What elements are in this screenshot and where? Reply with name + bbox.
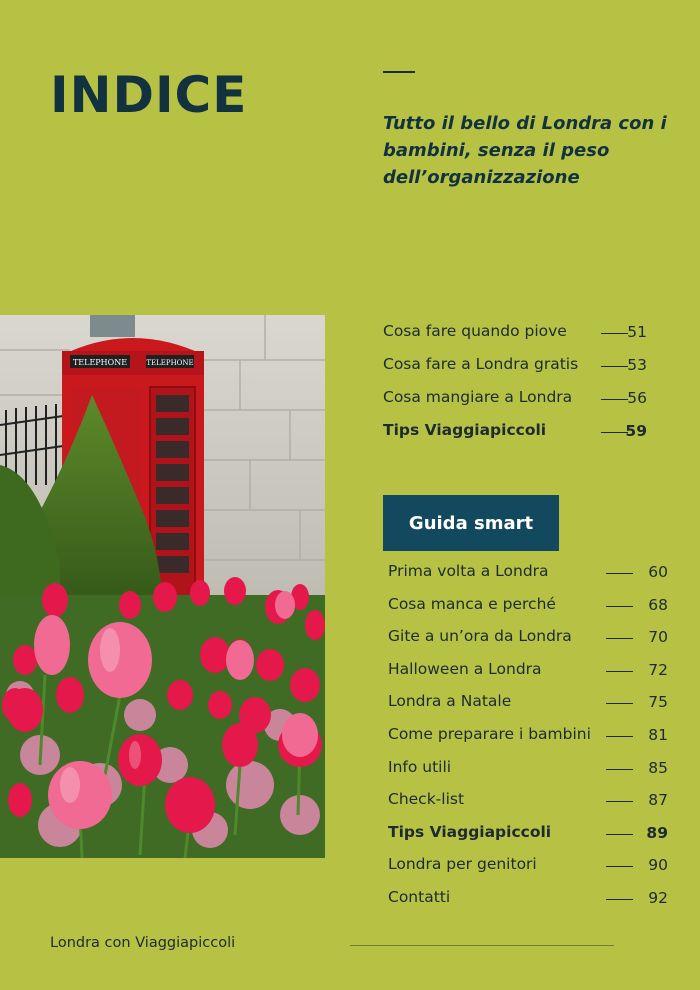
footer-brand: Londra con Viaggiapiccoli: [50, 935, 236, 951]
toc-entry-label: Prima volta a Londra: [388, 562, 549, 580]
toc-entry-page: 60: [648, 563, 668, 581]
toc-entry-page: 90: [648, 856, 668, 874]
toc-leader-dash: [606, 801, 633, 802]
toc-entry-label: Gite a un’ora da Londra: [388, 627, 572, 645]
toc-entry-highlight[interactable]: [388, 819, 670, 849]
toc-entry-page: 72: [648, 661, 668, 679]
toc-entry-label: Cosa manca e perché: [388, 595, 556, 613]
page-title: INDICE: [50, 66, 248, 124]
toc-entry[interactable]: [388, 721, 670, 751]
toc-entry-label: Contatti: [388, 888, 451, 906]
section-heading-guida-smart: Guida smart: [383, 495, 559, 551]
toc-entry-label: Halloween a Londra: [388, 660, 542, 678]
toc-entry-page: 85: [648, 759, 668, 777]
toc-entry-page: 87: [648, 791, 668, 809]
toc-entry-page: 75: [648, 693, 668, 711]
toc-entry-label: Londra a Natale: [388, 692, 512, 710]
toc-entry-page: 81: [648, 726, 668, 744]
telephone-sign-left: TELEPHONE: [72, 358, 128, 367]
toc-entry-label: Tips Viaggiapiccoli: [388, 823, 552, 841]
toc-leader-dash: [606, 769, 633, 770]
toc-entry[interactable]: [388, 558, 670, 588]
toc-entry-label: Check-list: [388, 790, 465, 808]
toc-entry-label: Cosa mangiare a Londra: [383, 388, 573, 406]
telephone-box-tulips-photo: [0, 315, 325, 858]
telephone-sign-right: TELEPHONE: [146, 359, 194, 367]
toc-leader-dash: [606, 671, 633, 672]
toc-leader-dash: [606, 866, 633, 867]
toc-entry[interactable]: [383, 318, 665, 348]
toc-entry-page: 53: [627, 356, 647, 374]
toc-leader-dash: [606, 899, 633, 900]
toc-entry-label: Cosa fare a Londra gratis: [383, 355, 579, 373]
toc-entry-page: 68: [648, 596, 668, 614]
toc-entry-label: Londra per genitori: [388, 855, 537, 873]
toc-entry[interactable]: [388, 623, 670, 653]
toc-leader-dash: [606, 703, 633, 704]
toc-entry-page: 70: [648, 628, 668, 646]
toc-entry[interactable]: [388, 591, 670, 621]
toc-entry[interactable]: [383, 384, 665, 414]
toc-entry-page: 89: [646, 824, 668, 842]
toc-entry-label: Cosa fare quando piove: [383, 322, 567, 340]
decorative-dash: [383, 71, 415, 73]
toc-entry-page: 59: [625, 422, 647, 440]
toc-entry-page: 92: [648, 889, 668, 907]
toc-leader-dash: [606, 606, 633, 607]
toc-entry[interactable]: [388, 884, 670, 914]
toc-leader-dash: [606, 736, 633, 737]
toc-entry-page: 51: [627, 323, 647, 341]
toc-entry[interactable]: [383, 351, 665, 381]
toc-entry-label: Come preparare i bambini: [388, 725, 591, 743]
toc-entry[interactable]: [388, 754, 670, 784]
toc-entry[interactable]: [388, 851, 670, 881]
footer-divider: [350, 945, 614, 946]
toc-entry[interactable]: [388, 656, 670, 686]
toc-entry-page: 56: [627, 389, 647, 407]
toc-entry-highlight[interactable]: [383, 417, 665, 447]
toc-leader-dash: [606, 638, 633, 639]
toc-entry[interactable]: [388, 688, 670, 718]
toc-entry-label: Info utili: [388, 758, 452, 776]
toc-entry-label: Tips Viaggiapiccoli: [383, 421, 547, 439]
toc-leader-dash: [606, 834, 633, 835]
page-subtitle: Tutto il bello di Londra con i bambini, senza il peso dell’organizzazione: [383, 113, 667, 188]
toc-leader-dash: [606, 573, 633, 574]
toc-entry[interactable]: [388, 786, 670, 816]
